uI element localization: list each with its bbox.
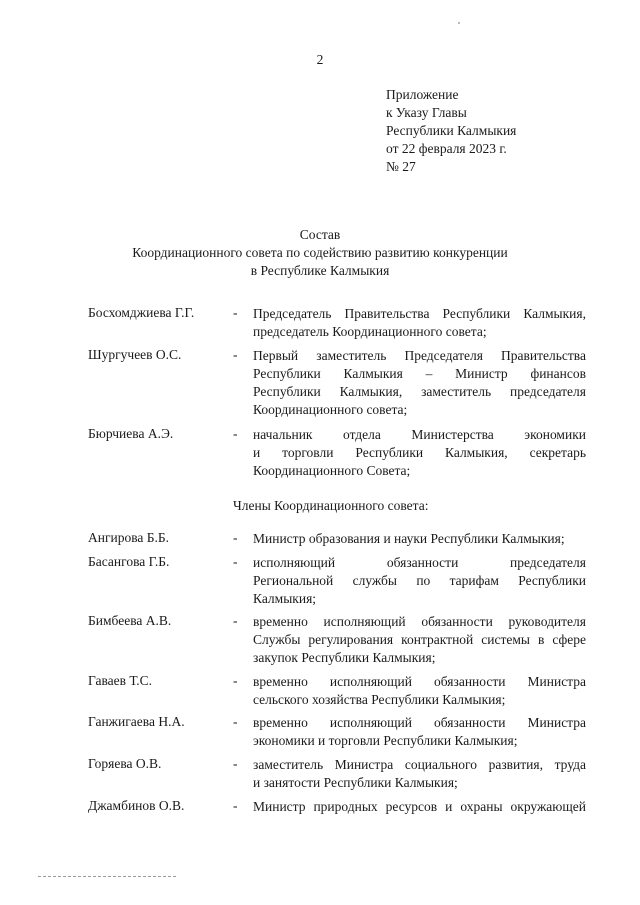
member-role (253, 756, 586, 792)
dash: - (233, 714, 238, 729)
page-number: 2 (316, 52, 324, 67)
member-name: Басангова Г.Б. (88, 554, 170, 569)
role-line: председатель Координационного совета; (253, 324, 487, 339)
role-line: закупок Республики Калмыкия; (253, 650, 436, 665)
role-line: Координационного Совета; (253, 463, 411, 478)
role-line: начальник отдела Министерства экономики (253, 427, 586, 442)
scan-speck (458, 22, 460, 24)
title-line: в Республике Калмыкия (250, 263, 390, 278)
role-line: Службы регулирования контрактной системы в сфере (253, 632, 586, 647)
role-line: заместитель Министра социального развития, труда (253, 757, 586, 772)
member-role (253, 554, 586, 608)
role-line: и занятости Республики Калмыкия; (253, 775, 458, 790)
role-line: Калмыкия; (253, 591, 317, 606)
member-name: Шургучеев О.С. (88, 347, 182, 362)
dash: - (233, 426, 238, 441)
role-line: Министр образования и науки Республики Калмыкия; (253, 531, 565, 546)
dash: - (233, 347, 238, 362)
role-line: Председатель Правительства Республики Калмыкия, (253, 306, 586, 321)
role-line: сельского хозяйства Республики Калмыкия; (253, 692, 506, 707)
appendix-header (386, 86, 516, 176)
member-name: Джамбинов О.В. (88, 798, 185, 813)
member-role (253, 530, 586, 548)
role-line: временно исполняющий обязанности Министра (253, 674, 586, 689)
appendix-line: № 27 (386, 159, 416, 174)
role-line: экономики и торговли Республики Калмыкия; (253, 733, 518, 748)
document-title (0, 226, 640, 280)
member-name: Босхомджиева Г.Г. (88, 305, 195, 320)
member-name: Бюрчиева А.Э. (88, 426, 174, 441)
dash: - (233, 673, 238, 688)
member-role (253, 673, 586, 709)
member-role (253, 798, 586, 816)
member-role (253, 305, 586, 341)
role-line: временно исполняющий обязанности Министра (253, 715, 586, 730)
member-role (253, 426, 586, 480)
role-line: Республики Калмыкия – Министр финансов (253, 366, 586, 381)
dash: - (233, 554, 238, 569)
dash: - (233, 613, 238, 628)
members-heading: Члены Координационного совета: (233, 498, 429, 513)
role-line: Региональной службы по тарифам Республики (253, 573, 586, 588)
role-line: исполняющий обязанности председателя (253, 555, 586, 570)
member-name: Ангирова Б.Б. (88, 530, 170, 545)
footer-divider (38, 876, 176, 877)
appendix-line: Республики Калмыкия (386, 123, 517, 138)
role-line: и торговли Республики Калмыкия, секретарь (253, 445, 586, 460)
title-line: Координационного совета по содействию развитию конкуренции (132, 245, 508, 260)
title-line: Состав (299, 227, 341, 242)
member-role (253, 347, 586, 419)
member-name: Гаваев Т.С. (88, 673, 153, 688)
appendix-line: от 22 февраля 2023 г. (386, 141, 507, 156)
appendix-line: Приложение (386, 87, 459, 102)
member-name: Бимбеева А.В. (88, 613, 172, 628)
appendix-line: к Указу Главы (386, 105, 467, 120)
dash: - (233, 756, 238, 771)
member-name: Ганжигаева Н.А. (88, 714, 185, 729)
role-line: Республики Калмыкия, заместитель председателя (253, 384, 586, 399)
dash: - (233, 530, 238, 545)
role-line: временно исполняющий обязанности руководителя (253, 614, 586, 629)
dash: - (233, 305, 238, 320)
role-line: Министр природных ресурсов и охраны окружающей (253, 799, 586, 814)
role-line: Первый заместитель Председателя Правительства (253, 348, 586, 363)
member-role (253, 613, 586, 667)
role-line: Координационного совета; (253, 402, 408, 417)
member-role (253, 714, 586, 750)
dash: - (233, 798, 238, 813)
member-name: Горяева О.В. (88, 756, 162, 771)
